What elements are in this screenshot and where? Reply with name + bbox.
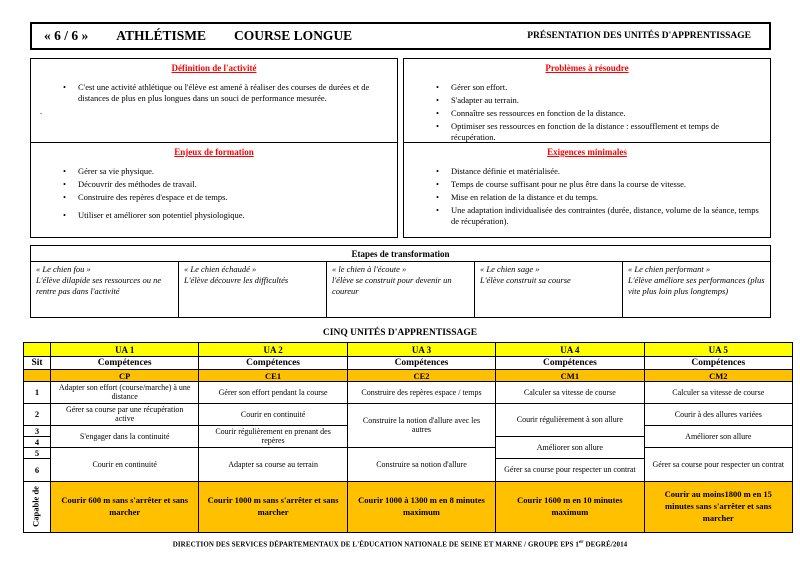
exigences-title: Exigences minimales <box>547 147 627 157</box>
definition-box <box>31 59 397 142</box>
footer-sup: er <box>578 540 584 545</box>
list-item <box>404 121 770 143</box>
sit-number: 1 <box>24 382 51 404</box>
definition-note: . <box>40 106 43 117</box>
ua-header-cell: UA 4 <box>496 343 644 357</box>
list-item-text: • Temps de course suffisant pour ne plus être dans la course de vitesse. <box>451 179 687 190</box>
list-item-text: • Gérer sa vie physique. <box>78 166 155 176</box>
discipline-title: ATHLÉTISME <box>116 28 207 43</box>
list-item <box>404 108 770 119</box>
list-item-text: • S'adapter au terrain. <box>451 95 519 106</box>
list-item <box>404 179 770 190</box>
competence-cell: Construire sa notion d'allure <box>347 447 495 481</box>
title-bar <box>30 22 771 50</box>
cycle-corner <box>24 370 51 382</box>
stage-desc: L'élève dilapide ses ressources ou ne rentre pas dans l'activité <box>36 275 162 297</box>
competences-cell: Compétences <box>347 357 495 370</box>
enjeux-title: Enjeux de formation <box>174 147 254 157</box>
list-item <box>404 95 770 106</box>
capable-label: Capable de <box>30 486 41 528</box>
competence-cell: Construire la notion d'allure avec les autres <box>347 403 495 447</box>
ua-header-cell: UA 5 <box>644 343 792 357</box>
footer-credit <box>0 540 800 548</box>
etapes-stage-5 <box>623 262 771 318</box>
competence-cell: Améliorer son allure <box>496 436 644 458</box>
stage-name: « Le chien performant » <box>628 264 711 274</box>
footer-text-pre: DIRECTION DES SERVICES DÉPARTEMENTAUX DE L'ÉDUCATION NATIONALE DE SEINE ET MARNE / GROUPE EPS 1 <box>172 540 579 549</box>
competence-cell: Gérer son effort pendant la course <box>199 382 347 404</box>
list-item-text: • Construire des repères d'espace et de temps. <box>78 192 228 203</box>
competence-cell: S'engager dans la continuité <box>51 425 199 447</box>
capable-row <box>24 481 793 532</box>
list-item-text: • Distance définie et matérialisée. <box>451 166 561 176</box>
enjeux-box <box>31 142 397 236</box>
list-item <box>404 205 770 227</box>
competence-cell: Adapter sa course au terrain <box>199 447 347 481</box>
cycle-cell: CM1 <box>496 370 644 382</box>
list-item <box>404 82 770 93</box>
competence-cell: Calculer sa vitesse de course <box>496 382 644 404</box>
stage-desc: L'élève construit sa course <box>480 275 571 286</box>
list-item-text: • Utiliser et améliorer son potentiel physiologique. <box>78 210 245 221</box>
session-code: « 6 / 6 » <box>44 28 89 43</box>
definition-list <box>31 82 397 116</box>
list-item-text: • Gérer son effort. <box>451 82 508 92</box>
list-item-text: • Connaître ses ressources en fonction de la distance. <box>451 108 626 119</box>
etapes-stage-1 <box>31 262 179 318</box>
ua-table <box>23 342 793 533</box>
sit-number: 3 <box>24 425 51 436</box>
competence-cell: Courir régulièrement en prenant des repères <box>199 425 347 447</box>
sit-number: 2 <box>24 403 51 425</box>
stage-desc: L'élève découvre les difficultés <box>184 275 289 286</box>
list-item <box>404 192 770 203</box>
problemes-box <box>404 59 770 142</box>
stage-name: « Le chien échaudé » <box>184 264 257 274</box>
capable-cell: Courir 1000 m sans s'arrêter et sans marcher <box>199 481 347 532</box>
list-item <box>31 82 397 104</box>
competence-cell: Calculer sa vitesse de course <box>644 382 792 404</box>
competences-cell: Compétences <box>51 357 199 370</box>
competence-cell: Courir en continuité <box>199 403 347 425</box>
ua-header-row <box>24 343 793 357</box>
competences-cell: Compétences <box>496 357 644 370</box>
situation-row-5 <box>24 447 793 458</box>
etapes-title: Etapes de transformation <box>31 246 771 262</box>
title-left <box>44 28 352 44</box>
sit-header: Sit <box>24 357 51 370</box>
cycle-cell: CE2 <box>347 370 495 382</box>
presentation-title: PRÉSENTATION DES UNITÉS D'APPRENTISSAGE <box>527 31 751 41</box>
competence-cell: Construire des repères espace / temps <box>347 382 495 404</box>
stage-desc: L'élève améliore ses performances (plus vite plus loin plus longtemps) <box>628 275 765 297</box>
competence-cell: Courir à des allures variées <box>644 403 792 425</box>
stage-name: « le chien à l'écoute » <box>332 264 407 274</box>
ua-table-title: CINQ UNITÉS D'APPRENTISSAGE <box>322 328 478 338</box>
stage-name: « Le chien fou » <box>36 264 91 274</box>
competence-cell: Gérer sa course pour respecter un contrat <box>496 458 644 481</box>
cycle-cell: CE1 <box>199 370 347 382</box>
competence-cell: Adapter son effort (course/marche) à une distance <box>51 382 199 404</box>
cycle-cell: CP <box>51 370 199 382</box>
ua-header-cell: UA 1 <box>51 343 199 357</box>
activity-title: COURSE LONGUE <box>234 28 353 43</box>
competence-cell: Améliorer son allure <box>644 425 792 447</box>
list-item-text: • C'est une activité athlétique ou l'élève est amené à réaliser des courses de durées et de distances de plus en plus longues dans un souci de performance mesurée. <box>78 82 370 104</box>
sit-number: 5 <box>24 447 51 458</box>
list-item <box>31 166 397 177</box>
competences-cell: Compétences <box>644 357 792 370</box>
capable-cell: Courir 600 m sans s'arrêter et sans marcher <box>51 481 199 532</box>
problemes-list <box>404 82 770 143</box>
list-item-text: • Optimiser ses ressources en fonction de la distance : essoufflement et temps de récupération. <box>451 121 719 143</box>
stage-desc: l'élève se construit pour devenir un coureur <box>332 275 452 297</box>
capable-cell: Courir 1600 m en 10 minutes maximum <box>496 481 644 532</box>
competences-cell: Compétences <box>199 357 347 370</box>
cycle-row <box>24 370 793 382</box>
info-column-left <box>30 58 398 238</box>
list-item-text: • Une adaptation individualisée des contraintes (durée, distance, volume de la séance, temps de récupération). <box>451 205 759 227</box>
etapes-stage-4 <box>475 262 623 318</box>
list-item <box>404 166 770 177</box>
competence-cell: Courir régulièrement à son allure <box>496 403 644 436</box>
etapes-stage-3 <box>327 262 475 318</box>
ua-header-cell: UA 2 <box>199 343 347 357</box>
competence-cell: Gérer sa course par une récupération active <box>51 403 199 425</box>
sit-number: 4 <box>24 436 51 447</box>
list-item-text: • Mise en relation de la distance et du temps. <box>451 192 599 203</box>
etapes-table <box>30 245 771 318</box>
list-item-text: • Découvrir des méthodes de travail. <box>78 179 197 190</box>
capable-label-cell <box>24 481 51 532</box>
info-column-right <box>403 58 771 238</box>
cycle-cell: CM2 <box>644 370 792 382</box>
situation-row-2 <box>24 403 793 425</box>
competences-row <box>24 357 793 370</box>
enjeux-list <box>31 166 397 221</box>
definition-title: Définition de l'activité <box>171 63 257 73</box>
list-item <box>31 210 397 221</box>
list-item <box>31 179 397 190</box>
competence-cell: Gérer sa course pour respecter un contrat <box>644 447 792 481</box>
stage-name: « Le chien sage » <box>480 264 540 274</box>
problemes-title: Problèmes à résoudre <box>545 63 629 73</box>
etapes-stage-2 <box>179 262 327 318</box>
exigences-list <box>404 166 770 227</box>
ua-header-cell: UA 3 <box>347 343 495 357</box>
capable-cell: Courir 1000 à 1300 m en 8 minutes maximum <box>347 481 495 532</box>
ua-header-corner <box>24 343 51 357</box>
situation-row-1 <box>24 382 793 404</box>
list-item <box>31 192 397 203</box>
footer-text-post: DEGRÉ/2014 <box>583 540 628 549</box>
competence-cell: Courir en continuité <box>51 447 199 481</box>
capable-cell: Courir au moins1800 m en 15 minutes sans s'arrêter et sans marcher <box>644 481 792 532</box>
exigences-box <box>404 142 770 236</box>
sit-number: 6 <box>24 458 51 481</box>
